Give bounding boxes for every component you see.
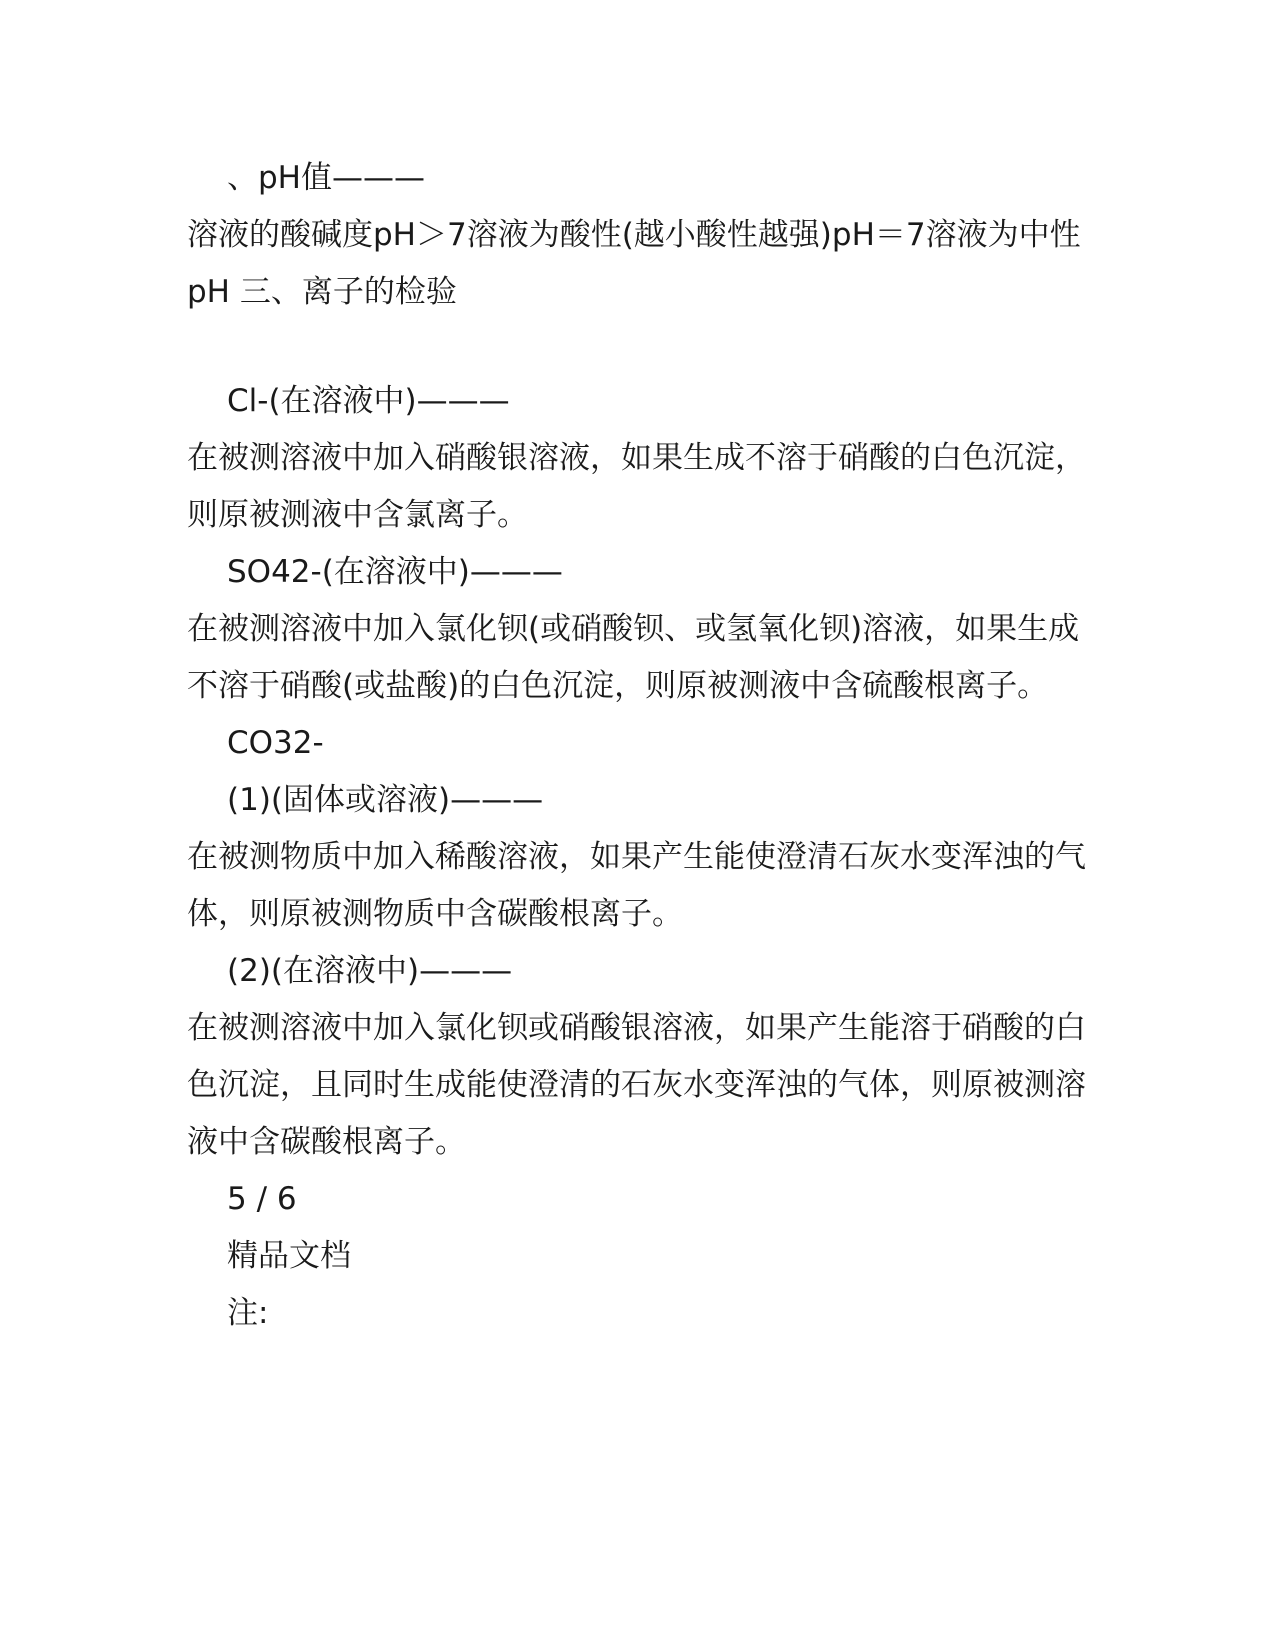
co3-method-1-paragraph: 在被测物质中加入稀酸溶液，如果产生能使澄清石灰水变浑浊的气体，则原被测物质中含碳酸根离子。 xyxy=(187,839,1086,932)
so4-heading: SO42-(在溶液中)——— xyxy=(227,554,563,590)
page-number: 5 / 6 xyxy=(227,1181,297,1217)
cl-heading: Cl-(在溶液中)——— xyxy=(227,383,510,419)
co3-method-2-paragraph: 在被测溶液中加入氯化钡或硝酸银溶液，如果产生能溶于硝酸的白色沉淀，且同时生成能使澄清的石灰水变浑浊的气体，则原被测溶液中含碳酸根离子。 xyxy=(187,1010,1086,1160)
co3-method-2-heading: (2)(在溶液中)——— xyxy=(227,953,513,989)
footer-label: 精品文档 xyxy=(227,1238,351,1274)
co3-method-1-heading: (1)(固体或溶液)——— xyxy=(227,782,544,818)
document-body xyxy=(187,150,1087,1342)
note-label: 注: xyxy=(227,1295,269,1331)
so4-paragraph: 在被测溶液中加入氯化钡(或硝酸钡、或氢氧化钡)溶液，如果生成不溶于硝酸(或盐酸)的白色沉淀，则原被测液中含硫酸根离子。 xyxy=(187,611,1080,704)
ph-paragraph: 溶液的酸碱度pH＞7溶液为酸性(越小酸性越强)pH＝7溶液为中性pH 三、离子的检验 xyxy=(187,217,1081,310)
ph-heading: 、pH值——— xyxy=(227,160,425,196)
blank-line xyxy=(187,321,1087,373)
co3-heading: CO32- xyxy=(227,725,324,761)
cl-paragraph: 在被测溶液中加入硝酸银溶液，如果生成不溶于硝酸的白色沉淀，则原被测液中含氯离子。 xyxy=(187,440,1086,533)
